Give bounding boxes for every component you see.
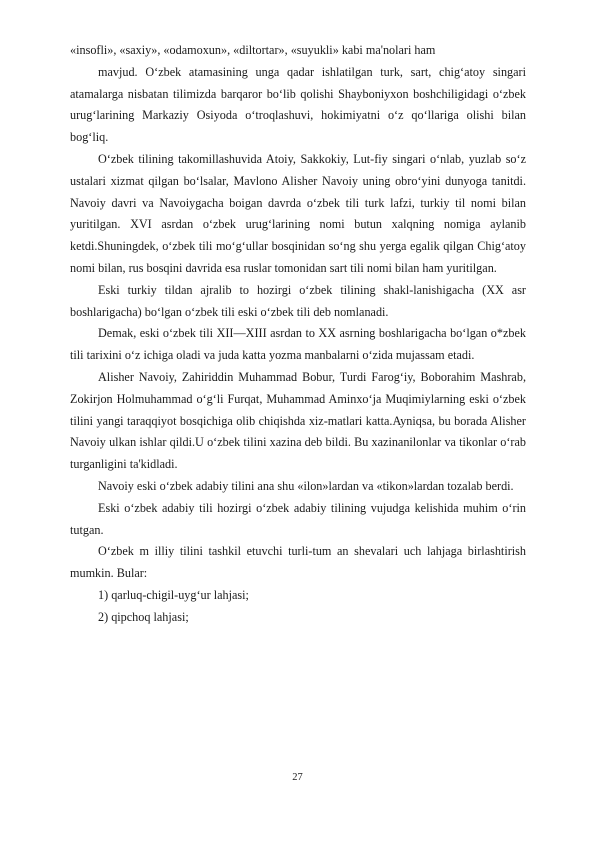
page-number: 27 [292,772,303,783]
list-item: 1) qarluq-chigil-uyg‘ur lahjasi; [98,587,249,602]
paragraph: O‘zbek m illiy tilini tashkil etuvchi turli-tum an shevalari uch lahjaga birlashtirish mumkin. Bular: [70,544,526,581]
paragraph: Eski turkiy tildan ajralib to hozirgi o‘zbek tilining shakl-lanishigacha (XX asr boshlarigacha) bo‘lgan o‘zbek tili eski o‘zbek tili deb nomlanadi. [70,282,526,319]
paragraph: O‘zbek tilining takomillashuvida Atoiy, Sakkokiy, Lut-fiy singari o‘nlab, yuzlab so‘z ustalari xizmat qilgan bo‘lsalar, Mavlono Alisher Navoiy uning obro‘yini dunyoga tanitdi. Navoiy davri va Navoiygacha boigan davrda o‘zbek tili turk lafzi, turkiy til nomi bilan yuritilgan. XVI asrdan o‘zbek urug‘larining nomi butun xalqning nomiga aylanib ketdi.Shuningdek, o‘zbek tili mo‘g‘ullar bosqinidan so‘ng shu yerga egalik qilgan Chig‘atoy nomi bilan, rus bosqini davrida esa ruslar tomonidan sart tili nomi bilan ham yuritilgan. [70,151,526,275]
paragraph: Demak, eski o‘zbek tili XII—XIII asrdan to XX asrning boshlarigacha bo‘lgan o*zbek tili tarixini o‘z ichiga oladi va juda katta yozma manbalarni o‘zida mujassam etadi. [70,326,526,363]
paragraph: Navoiy eski o‘zbek adabiy tilini ana shu «ilon»lardan va «tikon»lardan tozalab berdi. [98,478,514,493]
list-item: 2) qipchoq lahjasi; [98,609,189,624]
paragraph: mavjud. O‘zbek atamasining unga qadar ishlatilgan turk, sart, chig‘atoy singari atamalarga nisbatan tilimizda barqaror bo‘lib qolishi Shayboniyxon boshchiligidagi o‘zbek urug‘larining Markaziy Osiyoda o‘troqlashuvi, hokimiyatni o‘z qo‘llariga olishi bilan bog‘liq. [70,64,526,145]
paragraph-continuation: «insofli», «saxiy», «odamoxun», «diltortar», «suyukli» kabi ma'nolari ham [70,43,436,57]
paragraph: Eski o‘zbek adabiy tili hozirgi o‘zbek adabiy tilining vujudga kelishida muhim o‘rin tutgan. [70,500,526,537]
paragraph: Alisher Navoiy, Zahiriddin Muhammad Bobur, Turdi Farog‘iy, Boborahim Mashrab, Zokirjon Holmuhammad o‘g‘li Furqat, Muhammad Aminxo‘ja Muqimiylarning eski o‘zbek tilini yangi taraqqiyot bosqichiga olib chiqishda xiz-matlari katta.Ayniqsa, bu borada Alisher Navoiy ulkan ishlar qildi.U o‘zbek tilini xazina deb bildi. Bu xazinanilonlar va tikonlar o‘rab turganligini ta'kidladi. [70,369,526,472]
page-body [70,40,526,629]
